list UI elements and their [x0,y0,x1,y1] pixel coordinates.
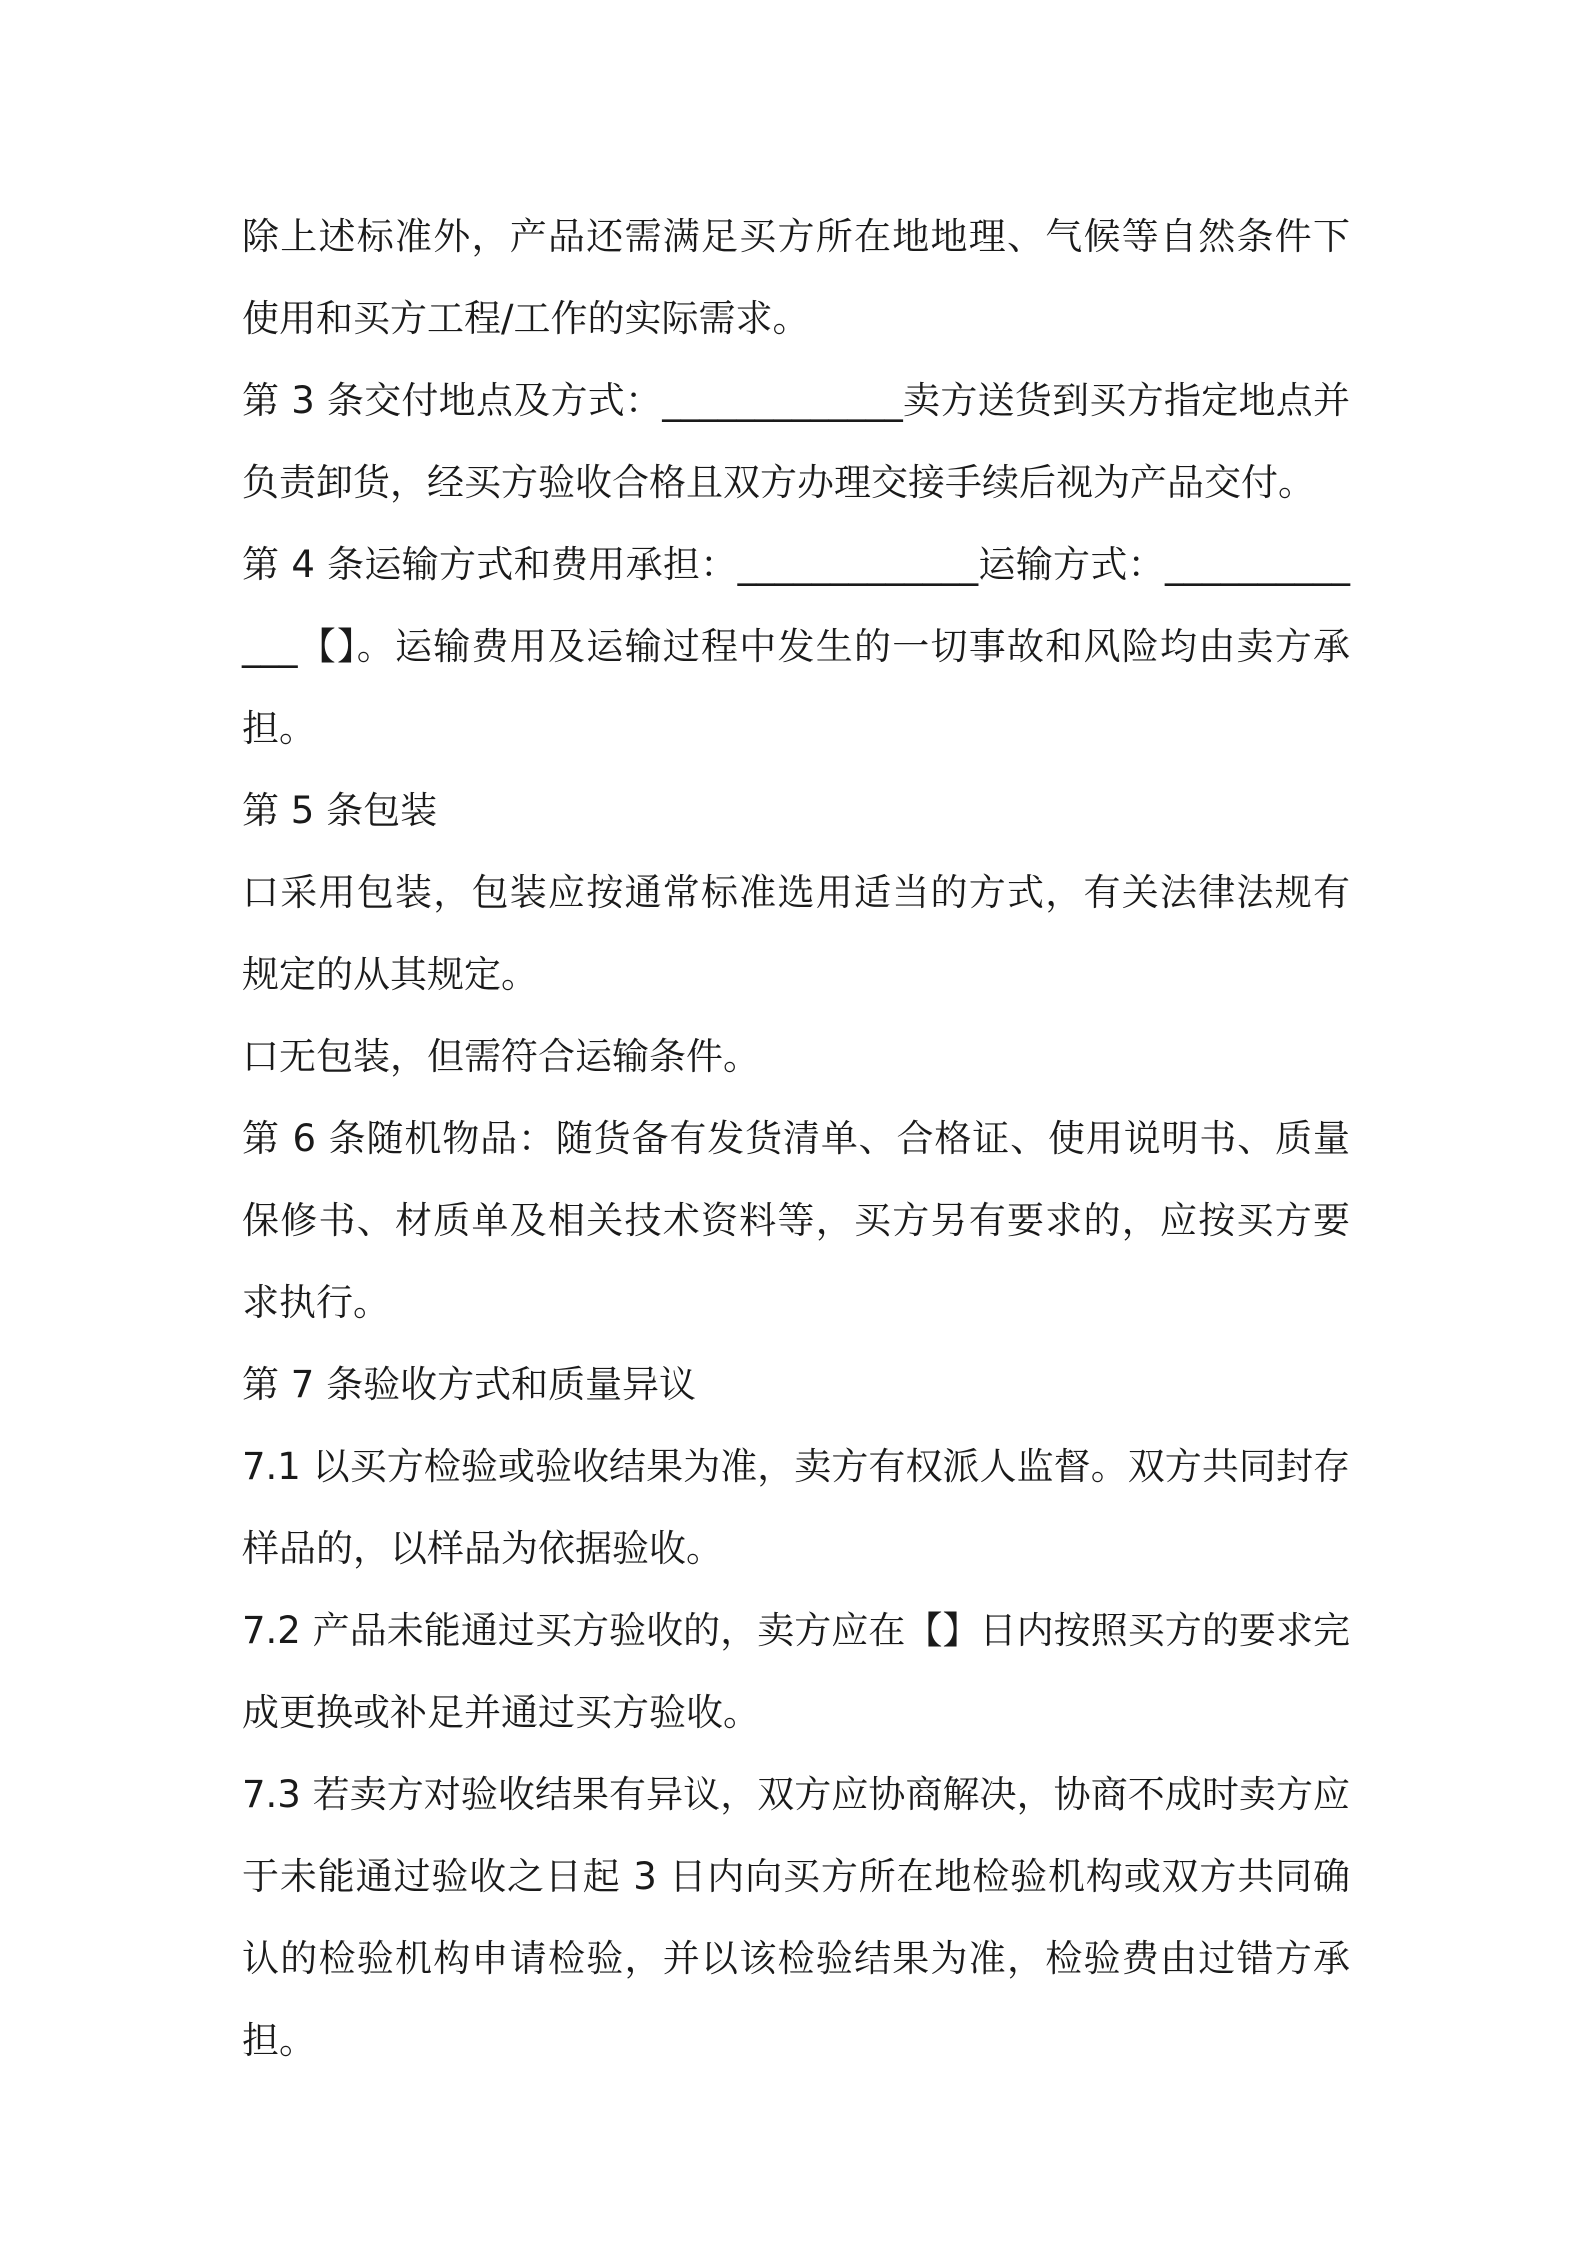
paragraph-7-3: 7.3 若卖方对验收结果有异议，双方应协商解决，协商不成时卖方应于未能通过验收之日起 3 日内向买方所在地检验机构或双方共同确认的检验机构申请检验，并以该检验结果为准，检验费由过错方承担。 [242,1773,1350,2062]
paragraph-packaging-option-1: 口采用包装，包装应按通常标准选用适当的方式，有关法律法规有规定的从其规定。 [242,871,1350,996]
paragraph-7-2: 7.2 产品未能通过买方验收的，卖方应在【】日内按照买方的要求完成更换或补足并通过买方验收。 [242,1609,1350,1734]
paragraph-article-3-delivery: 第 3 条交付地点及方式：_____________卖方送货到买方指定地点并负责卸货，经买方验收合格且双方办理交接手续后视为产品交付。 [242,379,1350,504]
paragraph-standards: 除上述标准外，产品还需满足买方所在地地理、气候等自然条件下使用和买方工程/工作的实际需求。 [242,215,1350,340]
paragraph-packaging-option-2: 口无包装，但需符合运输条件。 [242,1035,760,1078]
heading-article-7-acceptance: 第 7 条验收方式和质量异议 [242,1363,697,1406]
paragraph-7-1: 7.1 以买方检验或验收结果为准，卖方有权派人监督。双方共同封存样品的，以样品为依据验收。 [242,1445,1350,1570]
heading-article-5-packaging: 第 5 条包装 [242,789,438,832]
document-body [242,196,1350,2082]
paragraph-article-6-accessories: 第 6 条随机物品：随货备有发货清单、合格证、使用说明书、质量保修书、材质单及相关技术资料等，买方另有要求的，应按买方要求执行。 [242,1117,1350,1324]
paragraph-article-4-transport: 第 4 条运输方式和费用承担：_____________运输方式：_____________【】。运输费用及运输过程中发生的一切事故和风险均由卖方承担。 [242,543,1350,750]
